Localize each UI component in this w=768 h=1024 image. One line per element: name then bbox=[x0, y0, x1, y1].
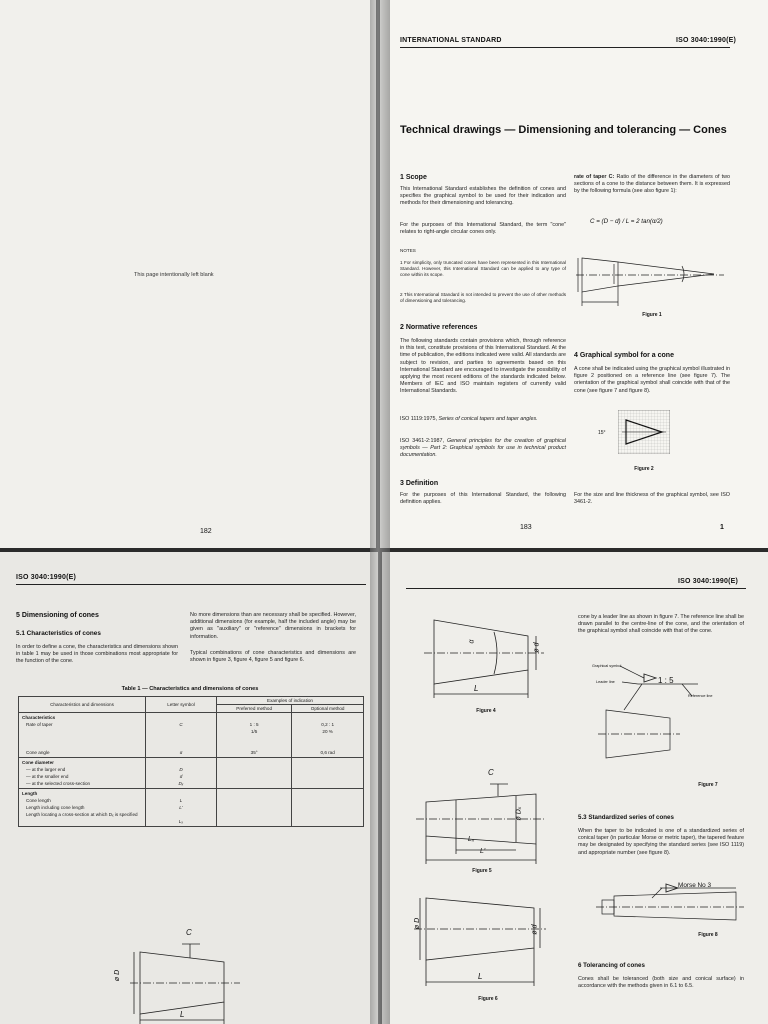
page-184 bbox=[0, 552, 378, 1024]
section-6-para: Cones shall be toleranced (both size and conical surface) in accordance with the methods given in 6.1 to 6.5. bbox=[578, 976, 744, 990]
table-1 bbox=[18, 696, 364, 827]
table-row-length: Length Cone length Length including cone length Length locating a cross-section at which Dₓ is specified L L' Lₓ bbox=[19, 789, 364, 827]
th-characteristics: Characteristics and dimensions bbox=[19, 697, 146, 713]
definition-rate-of-taper: rate of taper C: Ratio of the difference in the diameters of two sections of a cone to the distance between them. It is expressed by the following formula (see also figure 1): bbox=[574, 174, 731, 195]
section-2-para: The following standards contain provisions which, through reference in this text, constitute provisions of this International Standard. At the time of publication, the editions indicated were valid. All standards are subject to revision, and parties to agreements based on this International Standard are encouraged to investigate the possibility of applying the most recent editions of the standards indicated below. Members of IEC and ISO maintain registers of currently valid International Standards. bbox=[400, 338, 567, 395]
figure-2-caption: Figure 2 bbox=[634, 466, 654, 472]
page-number-183: 183 bbox=[520, 524, 532, 531]
figure-5-c-label: C bbox=[488, 768, 494, 777]
figure-4-d-label: ø d bbox=[533, 642, 541, 653]
figure-4-l-label: L bbox=[474, 684, 479, 693]
figure-4-alpha-label: α bbox=[468, 639, 476, 644]
page-number-1: 1 bbox=[720, 524, 724, 531]
figure-1-drawing bbox=[574, 252, 734, 308]
figure-6-caption: Figure 6 bbox=[478, 996, 498, 1002]
header-right-185: ISO 3040:1990(E) bbox=[678, 578, 739, 585]
figure-8-caption: Figure 8 bbox=[698, 932, 718, 938]
section-4-para-1: A cone shall be indicated using the graphical symbol illustrated in figure 2 positioned on a reference line (see figure 7). The orientation of the graphical symbol shall coincide with that of the cone (see figure 7 and figure 8). bbox=[574, 366, 730, 394]
figure-8-morse-label: Morse No 3 bbox=[678, 882, 712, 889]
figure-6-d1-label: ø D bbox=[414, 917, 422, 930]
figure-7-leader-label: Leader line bbox=[596, 680, 615, 684]
note-1: 1 For simplicity, only truncated cones have been represented in this International Standard. However, this International Standard can be applied to any type of cone within its scope. bbox=[400, 260, 566, 277]
figure-4-drawing bbox=[424, 614, 554, 706]
figure-5-l2-label: L' bbox=[480, 848, 486, 855]
th-preferred: Preferred method bbox=[217, 705, 292, 713]
section-5-3-para: When the taper to be indicated is one of a standardized series of conical taper (in particular Morse or metric taper), the tapered feature may be designated by specifying the standard series (see ISO 1119) and appropriate number (see figure 8). bbox=[578, 828, 744, 856]
section-5-3-heading: 5.3 Standardized series of cones bbox=[578, 814, 674, 821]
figure-8-drawing bbox=[596, 880, 746, 924]
figure-5-lx-label: Lₓ bbox=[468, 836, 475, 843]
header-left: INTERNATIONAL STANDARD bbox=[400, 37, 502, 44]
figure-7-intro-para: cone by a leader line as shown in figure 7. The reference line shall be drawn parallel to the centre-line of the cone, and the orientation of the graphical symbol shall coincide with that of the cone. bbox=[578, 614, 744, 635]
figure-6-d2-label: ø d bbox=[531, 924, 539, 935]
page-183 bbox=[380, 0, 768, 548]
figure-7-ratio: 1 : 5 bbox=[658, 676, 674, 685]
section-5-1-heading: 5.1 Characteristics of cones bbox=[16, 630, 101, 637]
reference-2: ISO 3461-2:1987, General principles for the creation of graphical symbols — Part 2: Graphical symbols for use in technical product documentation. bbox=[400, 438, 566, 459]
table-row-rate: Characteristics Rate of taper Cone angle C α 1 : 5 1/5 35° 0,2 : 1 20 % 0,6 rad bbox=[19, 713, 364, 758]
header-rule-185 bbox=[406, 588, 746, 589]
figure-5-dx-label: ø Dₓ bbox=[515, 806, 523, 821]
figure-5-caption: Figure 5 bbox=[472, 868, 492, 874]
figure-2-graphical-symbol bbox=[618, 410, 670, 454]
figure-3-l-label: L bbox=[180, 1010, 185, 1019]
figure-1-caption: Figure 1 bbox=[642, 312, 662, 318]
header-right: ISO 3040:1990(E) bbox=[676, 37, 737, 44]
section-5-1-para-3: Typical combinations of cone characteristics and dimensions are shown in figure 3, figure 4, figure 5 and figure 6. bbox=[190, 650, 356, 664]
section-6-heading: 6 Tolerancing of cones bbox=[578, 962, 645, 969]
section-1-para-1: This International Standard establishes the definition of cones and specifies the graphical symbol to be used for their indication and methods for their dimensioning and tolerancing. bbox=[400, 186, 566, 207]
figure-6-l-label: L bbox=[478, 972, 483, 981]
figure-7-graphical-symbol-label: Graphical symbol bbox=[592, 664, 622, 668]
page-185 bbox=[382, 552, 768, 1024]
figure-2-angle: 15° bbox=[598, 430, 606, 436]
section-5-heading: 5 Dimensioning of cones bbox=[16, 612, 99, 619]
figure-7-drawing bbox=[598, 662, 713, 772]
page-number-182: 182 bbox=[200, 528, 212, 535]
figure-4-caption: Figure 4 bbox=[476, 708, 496, 714]
section-4-para-2: For the size and line thickness of the graphical symbol, see ISO 3461-2. bbox=[574, 492, 730, 506]
page-182 bbox=[0, 0, 376, 548]
book-gutter-shadow bbox=[370, 0, 390, 1024]
table-row-diameter: Cone diameter — at the larger end — at the smaller end — at the selected cross-section D d Dₓ bbox=[19, 758, 364, 789]
section-3-heading: 3 Definition bbox=[400, 480, 439, 487]
section-1-para-2: For the purposes of this International Standard, the term "cone" relates to right-angle circular cones only. bbox=[400, 222, 566, 236]
note-2: 2 This International Standard is not intended to prevent the use of other methods of dimensioning and tolerancing. bbox=[400, 292, 566, 303]
section-2-heading: 2 Normative references bbox=[400, 324, 478, 331]
table-1-title: Table 1 — Characteristics and dimensions of cones bbox=[121, 686, 259, 692]
section-5-1-para-1: In order to define a cone, the characteristics and dimensions shown in table 1 may be used in those combinations most appropriate for the function of the cone. bbox=[16, 644, 178, 665]
page-title: Technical drawings — Dimensioning and tolerancing — Cones bbox=[400, 124, 727, 136]
figure-3-drawing bbox=[120, 922, 250, 1024]
blank-page-note: This page intentionally left blank bbox=[134, 272, 214, 278]
taper-formula: C = (D − d) / L = 2 tan(α/2) bbox=[590, 218, 663, 225]
section-1-heading: 1 Scope bbox=[400, 174, 427, 181]
section-3-para: For the purposes of this International Standard, the following definition applies. bbox=[400, 492, 566, 506]
figure-3-d-label: ø D bbox=[114, 969, 122, 982]
header-left-184: ISO 3040:1990(E) bbox=[16, 574, 77, 581]
th-optional: Optional method bbox=[292, 705, 364, 713]
section-4-heading: 4 Graphical symbol for a cone bbox=[574, 352, 674, 359]
reference-1: ISO 1119:1975, Series of conical tapers and taper angles. bbox=[400, 416, 538, 422]
figure-7-reference-label: Reference line bbox=[688, 694, 713, 698]
section-5-1-para-2: No more dimensions than are necessary shall be specified. However, additional dimensions (for example, half the included angle) may be given as "auxiliary" or "reference" dimensions in brackets for information. bbox=[190, 612, 356, 640]
notes-label: NOTES bbox=[400, 248, 416, 253]
th-examples: Examples of indication bbox=[217, 697, 364, 705]
figure-7-caption: Figure 7 bbox=[698, 782, 718, 788]
header-rule-184 bbox=[16, 584, 366, 585]
figure-3-c-label: C bbox=[186, 928, 192, 937]
header-rule bbox=[400, 47, 730, 48]
th-letter-symbol: Letter symbol bbox=[146, 697, 217, 713]
